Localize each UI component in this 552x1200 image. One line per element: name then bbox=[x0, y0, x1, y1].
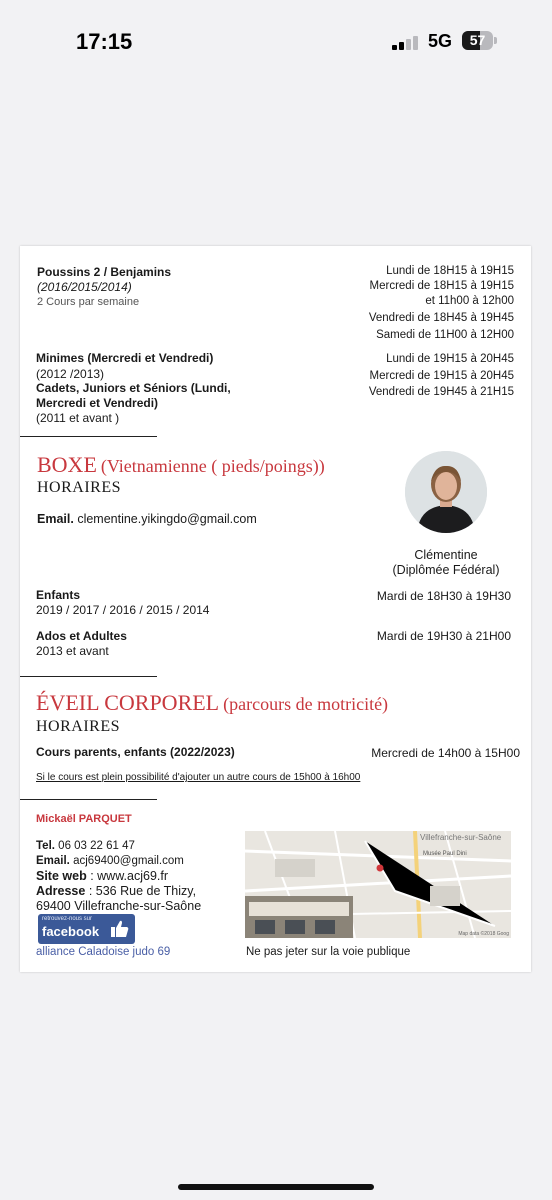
section-title-poussins: Poussins 2 / Benjamins bbox=[37, 265, 172, 279]
location-map bbox=[245, 831, 511, 938]
eveil-note: Si le cours est plein possibilité d'ajouter un autre cours de 15h00 à 16h00 bbox=[36, 772, 361, 783]
section-years-cadets: (2011 et avant ) bbox=[36, 411, 120, 425]
schedule-line: Vendredi de 19H45 à 21H15 bbox=[368, 386, 514, 398]
schedule-poussins bbox=[369, 264, 514, 343]
coach-name: Clémentine bbox=[414, 548, 478, 562]
boxe-horaires-heading: HORAIRES bbox=[37, 479, 122, 496]
club-name: alliance Caladoise judo 69 bbox=[36, 946, 171, 958]
schedule-line: Mercredi de 19H15 à 20H45 bbox=[369, 369, 514, 382]
signal-icon bbox=[392, 34, 420, 50]
email-value: clementine.yikingdo@gmail.com bbox=[77, 512, 257, 526]
map-pin-icon bbox=[377, 865, 384, 872]
group-time: Mardi de 19H30 à 21H00 bbox=[376, 629, 511, 643]
section-divider bbox=[20, 676, 157, 677]
eveil-title-main: ÉVEIL CORPOREL bbox=[36, 690, 220, 715]
status-time: 17:15 bbox=[76, 29, 133, 54]
section-note-poussins: 2 Cours par semaine bbox=[37, 296, 140, 308]
home-indicator[interactable] bbox=[178, 1184, 374, 1190]
street-view-photo bbox=[245, 896, 353, 938]
address-value: : 536 Rue de Thizy, bbox=[88, 884, 197, 898]
email-value: acj69400@gmail.com bbox=[73, 855, 184, 867]
section-title-minimes: Minimes (Mercredi et Vendredi) bbox=[36, 351, 214, 365]
schedule-line: Lundi de 19H15 à 20H45 bbox=[386, 353, 514, 365]
schedule-line: Samedi de 11H00 à 12H00 bbox=[376, 329, 514, 341]
eveil-course: Cours parents, enfants (2022/2023) bbox=[36, 745, 235, 759]
eveil-title bbox=[36, 690, 388, 716]
group-name: Ados et Adultes bbox=[36, 629, 127, 643]
section-title-cadets-cont: Mercredi et Vendredi) bbox=[36, 396, 159, 410]
email-label: Email. bbox=[37, 512, 74, 526]
section-divider bbox=[20, 436, 157, 437]
section-title-cadets: Cadets, Juniors et Séniors (Lundi, bbox=[36, 381, 231, 395]
contact-name: Mickaël PARQUET bbox=[36, 813, 132, 825]
map-city-label: Villefranche-sur-Saône bbox=[420, 833, 502, 842]
map-museum-label: Musée Paul Dini bbox=[423, 851, 467, 857]
facebook-brand: facebook bbox=[42, 924, 100, 939]
disclaimer: Ne pas jeter sur la voie publique bbox=[246, 946, 411, 958]
group-name: Enfants bbox=[36, 588, 81, 602]
status-bar bbox=[0, 0, 552, 80]
section-divider bbox=[20, 799, 157, 800]
address-line2: 69400 Villefranche-sur-Saône bbox=[36, 899, 202, 913]
network-type: 5G bbox=[428, 31, 453, 51]
battery-icon bbox=[462, 31, 498, 50]
group-time: Mardi de 18H30 à 19H30 bbox=[376, 589, 511, 603]
schedule-line: Mercredi de 18H15 à 19H15 bbox=[369, 280, 514, 292]
group-years: 2019 / 2017 / 2016 / 2015 / 2014 bbox=[36, 603, 210, 617]
contact-info bbox=[36, 839, 201, 914]
facebook-small-text: retrouvez-nous sur bbox=[42, 916, 93, 922]
eveil-time: Mercredi de 14h00 à 15H00 bbox=[371, 746, 520, 760]
schedule-line: Vendredi de 18H45 à 19H45 bbox=[368, 312, 514, 324]
address-label: Adresse bbox=[36, 884, 86, 898]
schedule-minimes bbox=[369, 351, 514, 401]
coach-photo bbox=[405, 451, 487, 533]
schedule-line: et 11h00 à 12h00 bbox=[425, 295, 514, 307]
coach-title: (Diplômée Fédéral) bbox=[392, 563, 500, 577]
facebook-badge bbox=[38, 914, 135, 944]
tel-value: 06 03 22 61 47 bbox=[58, 840, 135, 852]
boxe-title bbox=[37, 452, 325, 478]
map-credit: Map data ©2018 Goog bbox=[458, 931, 509, 937]
site-value: : www.acj69.fr bbox=[90, 869, 169, 883]
tel-label: Tel. bbox=[36, 840, 55, 852]
eveil-horaires-heading: HORAIRES bbox=[36, 718, 121, 735]
site-label: Site web bbox=[36, 869, 87, 883]
boxe-title-main: BOXE bbox=[37, 452, 97, 477]
email-label: Email. bbox=[36, 855, 70, 867]
schedule-line: Lundi de 18H15 à 19H15 bbox=[386, 265, 514, 277]
section-years-minimes: (2012 /2013) bbox=[36, 367, 105, 381]
section-years-poussins: (2016/2015/2014) bbox=[37, 280, 132, 294]
flyer-image[interactable] bbox=[20, 246, 531, 972]
thumbs-up-icon bbox=[110, 919, 130, 939]
boxe-title-sub: (Vietnamienne ( pieds/poings)) bbox=[100, 456, 325, 476]
battery-level: 57 bbox=[469, 32, 486, 48]
eveil-title-sub: (parcours de motricité) bbox=[223, 694, 389, 714]
boxe-email bbox=[37, 512, 257, 526]
group-years: 2013 et avant bbox=[36, 644, 109, 658]
